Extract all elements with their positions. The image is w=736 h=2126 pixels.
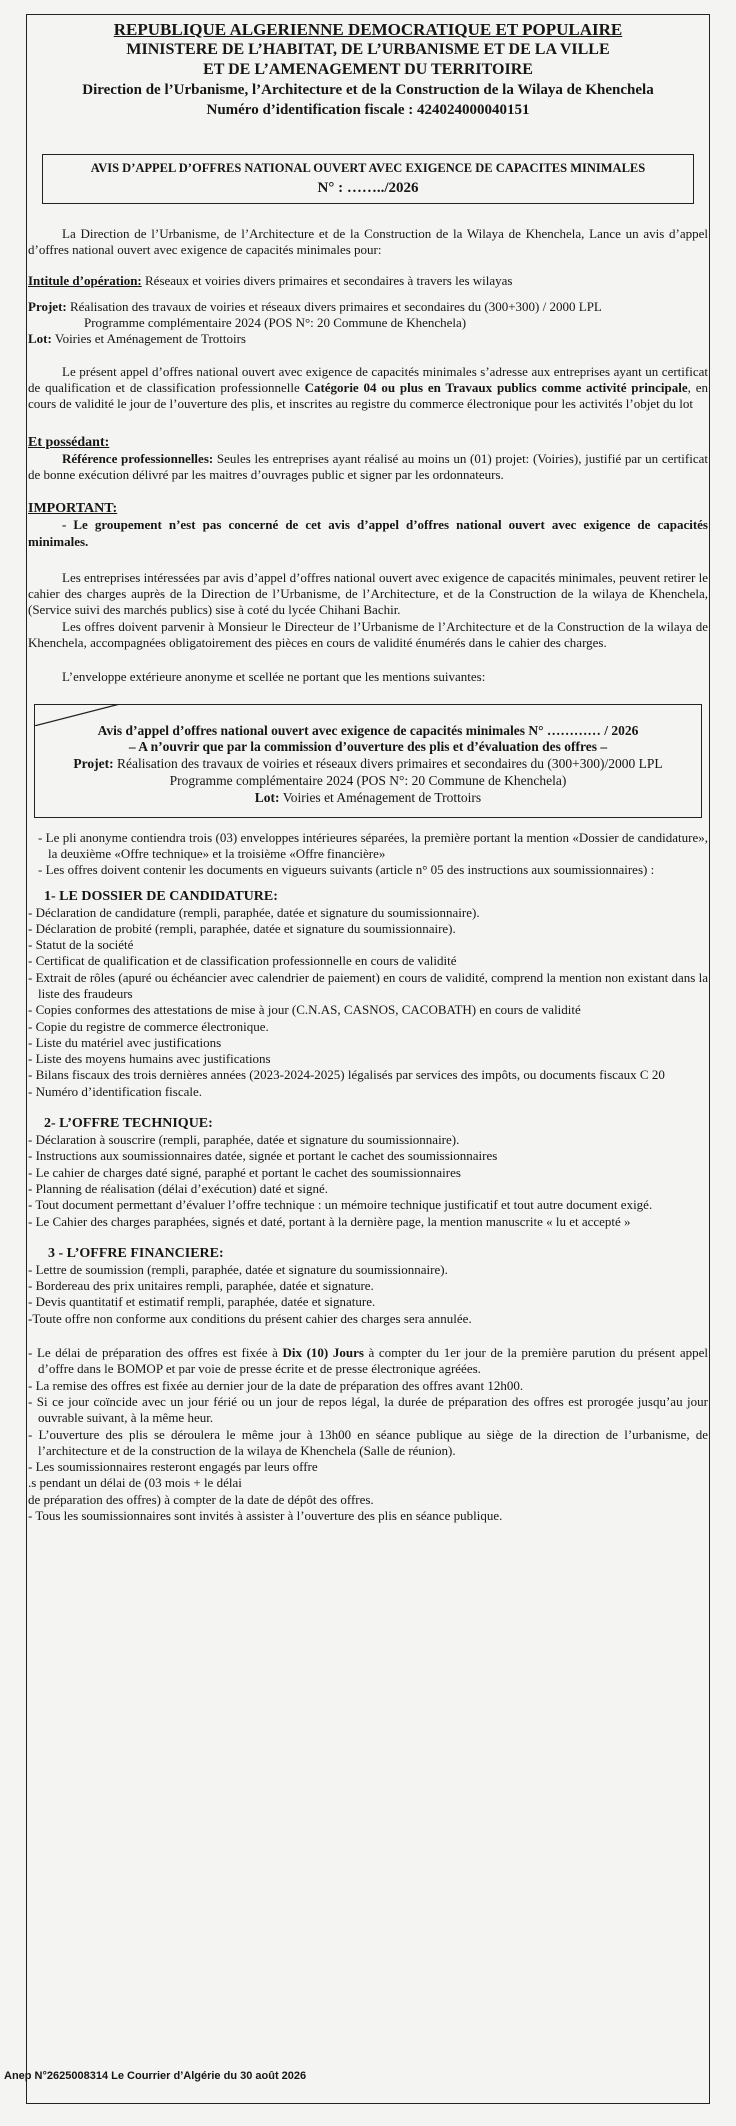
reference-label: Référence professionnelles:	[62, 450, 214, 466]
enveloppe-intro: L’enveloppe extérieure anonyme et scellée ne portant que les mentions suivantes:	[62, 669, 486, 685]
lot-label: Lot:	[28, 331, 52, 347]
technique-item: - Déclaration à souscrire (rempli, paraphée, datée et signature du soumissionnaire).	[28, 1132, 460, 1148]
delai-item: - La remise des offres est fixée au dernier jour de la date de préparation des offres avant 12h00.	[28, 1377, 524, 1393]
dossier-item: - Bilans fiscaux des trois dernières années (2023-2024-2025) légalisés par services des impôts, ou documents fiscaux C 20	[28, 1067, 665, 1083]
intro-paragraph: La Direction de l’Urbanisme, de l’Architecture et de la Construction de la Wilaya de Khenchela, Lance un avis d’appel d’offres national ouvert avec exigence de capacités minimales pour:	[28, 226, 708, 258]
projet-line2: Programme complémentaire 2024 (POS N°: 20 Commune de Khenchela)	[84, 315, 467, 331]
envelope-notice: – A n’ouvrir que par la commission d’ouverture des plis et d’évaluation des offres –	[128, 739, 608, 755]
technique-list	[28, 1132, 708, 1230]
financiere-item: - Devis quantitatif et estimatif rempli, paraphée, datée et signature.	[28, 1294, 376, 1310]
financiere-item: - Bordereau des prix unitaires rempli, paraphée, datée et signature.	[28, 1278, 374, 1294]
adresse-text-1: Le présent appel d’offres national ouvert avec exigence de capacités minimales s’adresse aux entreprises ayant un certificat de qualification et de classification professionnelle	[28, 363, 708, 396]
delai-days: Dix (10) Jours	[282, 1345, 364, 1361]
parvenir-paragraph: Les offres doivent parvenir à Monsieur le Directeur de l’Urbanisme de l’Architecture et de la Construction de la wilaya de Khenchela, accompagnées obligatoirement des pièces en cours de validité énumérés dans le cahier des charges.	[28, 618, 708, 651]
operation-line	[28, 273, 708, 289]
envelope-title: Avis d’appel d’offres national ouvert avec exigence de capacités minimales N° ………… / 2026	[97, 722, 639, 738]
delai-preparation	[28, 1345, 708, 1378]
delai-item: - L’ouverture des plis se déroulera le même jour à 13h00 en séance publique au siège de la direction de l’urbanisme, de l’architecture et de la construction de la wilaya de Khenchela (Salle de réunion).	[28, 1426, 708, 1458]
dossier-item: - Déclaration de probité (rempli, paraphée, datée et signature du soumissionnaire).	[28, 920, 456, 936]
dossier-item: - Liste du matériel avec justifications	[28, 1034, 222, 1050]
dossier-item: - Copie du registre de commerce électronique.	[28, 1018, 269, 1034]
lot-value: Voiries et Aménagement de Trottoirs	[54, 331, 246, 347]
financiere-title: 3 - L’OFFRE FINANCIERE:	[48, 1245, 224, 1261]
delai-text-1: - Le délai de préparation des offres est fixée à	[28, 1345, 283, 1361]
dossier-list	[28, 905, 708, 1101]
envelope-projet-line1: Réalisation des travaux de voiries et réseaux divers primaires et secondaires du (300+300)/2000 LPL	[117, 756, 663, 772]
avis-number: N° : ……../2026	[317, 180, 419, 196]
dossier-title: 1- LE DOSSIER DE CANDIDATURE:	[44, 888, 278, 904]
possedant-paragraph	[28, 451, 708, 484]
header-republic: REPUBLIQUE ALGERIENNE DEMOCRATIQUE ET POPULAIRE	[113, 20, 623, 39]
header	[28, 20, 708, 120]
envelope-box	[34, 704, 702, 818]
technique-title: 2- L’OFFRE TECHNIQUE:	[44, 1116, 213, 1132]
reference-text: Seules les entreprises ayant réalisé au moins un (01) projet: (Voiries), justifié par un certificat de bonne exécution délivré par les maitres d’ouvrages public et signer par les ordonnateurs.	[28, 450, 709, 482]
technique-item: - Planning de réalisation (délai d’exécution) daté et signé.	[28, 1180, 328, 1196]
important-text: - Le groupement n’est pas concerné de cet avis d’appel d’offres national ouvert avec exigence de capacités minimales.	[28, 517, 708, 549]
envelope-lot	[45, 790, 691, 807]
delai-item: - Les soumissionnaires resteront engagés par leurs offre	[28, 1459, 318, 1475]
delai-item: - Si ce jour coïncide avec un jour férié ou un jour de repos légal, la durée de préparation des offres est prorogée jusqu’au jour ouvrable suivant, à la même heur.	[28, 1393, 708, 1426]
technique-item: - Le cahier de charges daté signé, paraphé et portant le cachet des soumissionnaires	[28, 1164, 461, 1180]
envelope-projet-line2: Programme complémentaire 2024 (POS N°: 20 Commune de Khenchela)	[169, 773, 567, 789]
lot-line	[28, 331, 708, 347]
retirer-paragraph: Les entreprises intéressées par avis d’appel d’offres national ouvert avec exigence de capacités minimales, peuvent retirer le cahier des charges auprès de la Direction de l’Urbanisme, de l’Architecture, et de la Construction de la wilaya de Khenchela, (Service suivi des marchés publics) sise à coté du lycée Chihani Bachir.	[28, 569, 708, 618]
avis-title-box	[42, 154, 694, 204]
envelope-flap-icon	[34, 704, 120, 726]
technique-item: - Instructions aux soumissionnaires datée, signée et portant le cachet des soumissionnaires	[28, 1148, 498, 1164]
dossier-item: - Statut de la société	[28, 937, 134, 953]
dossier-item: - Liste des moyens humains avec justifications	[28, 1051, 271, 1067]
operation-label: Intitule d’opération:	[28, 272, 142, 288]
dossier-item: - Extrait de rôles (apuré ou échéancier avec calendrier de paiement) en cours de validité, comprend la mention non existant dans la liste des fraudeurs	[28, 969, 708, 1001]
pli-item: - Les offres doivent contenir les documents en vigueurs suivants (article n° 05 des instructions aux soumissionnaires) :	[38, 862, 655, 878]
delai-text-2: à compter du 1er jour de la première parution du présent appel d’offre dans le BOMOP et par voie de presse écrite et de presse électronique agréées.	[38, 1345, 708, 1377]
dossier-item: - Copies conformes des attestations de mise à jour (C.N.AS, CASNOS, CACOBATH) en cours de validité	[28, 1002, 581, 1018]
possedant-title: Et possédant:	[28, 434, 110, 450]
header-nif: Numéro d’identification fiscale : 424024000040151	[206, 102, 530, 118]
projet-label: Projet:	[28, 298, 67, 314]
header-direction: Direction de l’Urbanisme, l’Architecture et de la Construction de la Wilaya de Khenchela	[82, 82, 654, 98]
anep-footer: Anep N°2625008314 Le Courrier d’Algérie du 30 août 2026	[4, 2070, 307, 2082]
delais-list	[28, 1345, 708, 1524]
financiere-item: -Toute offre non conforme aux conditions du présent cahier des charges sera annulée.	[28, 1310, 472, 1326]
projet-line1: Réalisation des travaux de voiries et réseaux divers primaires et secondaires du (300+300) / 2000 LPL	[69, 298, 602, 314]
adresse-text-2: , en cours de validité le jour de l’ouverture des plis, et inscrites au registre du commerce électronique pour les activités l’objet du lot	[28, 380, 708, 412]
document-body	[28, 20, 708, 1524]
avis-title: AVIS D’APPEL D’OFFRES NATIONAL OUVERT AVEC EXIGENCE DE CAPACITES MINIMALES	[90, 161, 646, 175]
technique-item: - Le Cahier des charges paraphées, signés et daté, portant à la dernière page, la mention manuscrite « lu et accepté »	[28, 1213, 631, 1229]
adresse-paragraph	[28, 364, 708, 413]
dossier-item: - Numéro d’identification fiscale.	[28, 1083, 202, 1099]
financiere-item: - Lettre de soumission (rempli, paraphée, datée et signature du soumissionnaire).	[28, 1261, 448, 1277]
envelope-lot-value: Voiries et Aménagement de Trottoirs	[282, 789, 482, 805]
dossier-item: - Déclaration de candidature (rempli, paraphée, datée et signature du soumissionnaire).	[28, 904, 480, 920]
envelope-lot-label: Lot:	[254, 789, 280, 805]
important-title: IMPORTANT:	[28, 501, 118, 517]
delai-item: - Tous les soumissionnaires sont invités à assister à l’ouverture des plis en séance publique.	[28, 1508, 503, 1524]
pli-item: - Le pli anonyme contiendra trois (03) enveloppes intérieures séparées, la première portant la mention «Dossier de candidature», la deuxième «Offre technique» et la troisième «Offre financière»	[38, 829, 708, 861]
technique-item: - Tout document permettant d’évaluer l’offre technique : un mémoire technique justificatif et tout autre document exigé.	[28, 1197, 653, 1213]
header-ministry-2: ET DE L’AMENAGEMENT DU TERRITOIRE	[203, 61, 533, 78]
header-ministry: MINISTERE DE L’HABITAT, DE L’URBANISME ET DE LA VILLE	[126, 41, 610, 58]
projet-block	[28, 299, 708, 332]
pli-list	[38, 830, 708, 879]
financiere-list	[28, 1262, 708, 1327]
operation-value: Réseaux et voiries divers primaires et secondaires à travers les wilayas	[145, 272, 513, 288]
envelope-projet	[45, 756, 691, 773]
delai-item: .s pendant un délai de (03 mois + le délai	[28, 1475, 242, 1491]
adresse-category: Catégorie 04 ou plus en Travaux publics comme activité principale	[304, 380, 688, 396]
envelope-projet-label: Projet:	[73, 756, 114, 772]
dossier-item: - Certificat de qualification et de classification professionnelle en cours de validité	[28, 953, 457, 969]
delai-item: de préparation des offres) à compter de la date de dépôt des offres.	[28, 1491, 374, 1507]
